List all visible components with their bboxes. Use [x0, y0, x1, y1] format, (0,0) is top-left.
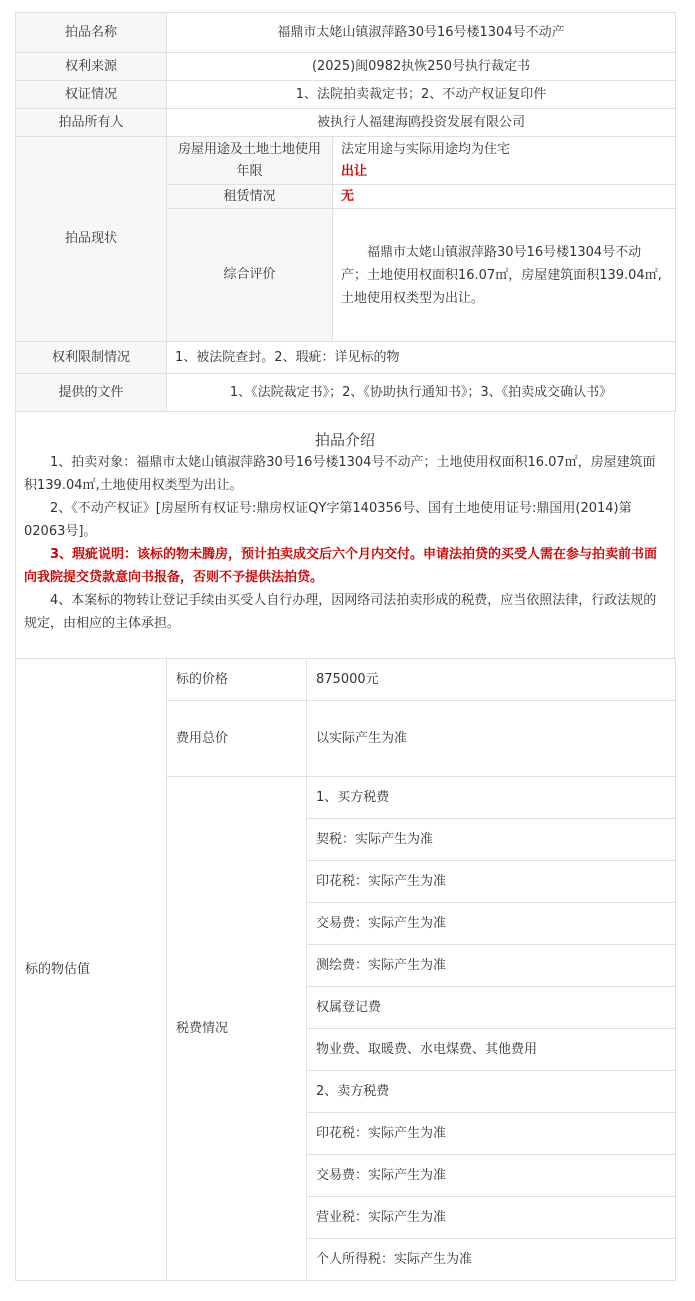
table-row	[16, 659, 676, 701]
tax-item: 物业费、取暖费、水电煤费、其他费用	[307, 1029, 676, 1071]
owner-value: 被执行人福建海鸥投资发展有限公司	[167, 109, 676, 137]
status-label: 拍品现状	[16, 137, 167, 342]
intro-title: 拍品介绍	[314, 431, 375, 449]
source-label: 权利来源	[16, 53, 167, 81]
basic-info-table	[15, 12, 676, 412]
tax-label: 税费情况	[167, 777, 307, 1281]
fee-value: 以实际产生为准	[307, 701, 676, 777]
intro-paragraph-3: 3、瑕疵说明：该标的物未腾房，预计拍卖成交后六个月内交付。申请法拍贷的买受人需在参与拍卖前书面向我院提交贷款意向书报备，否则不予提供法拍贷。	[24, 547, 658, 585]
tax-item: 交易费：实际产生为准	[307, 903, 676, 945]
tax-item: 测绘费：实际产生为准	[307, 945, 676, 987]
docs-value: 1、《法院裁定书》；2、《协助执行通知书》；3、《拍卖成交确认书》	[167, 374, 676, 412]
item-name-label: 拍品名称	[16, 13, 167, 53]
price-value: 875000元	[307, 659, 676, 701]
usage-line2: 出让	[341, 163, 368, 179]
source-value: (2025)闽0982执恢250号执行裁定书	[167, 53, 676, 81]
usage-value	[333, 137, 676, 185]
tax-item: 1、买方税费	[307, 777, 676, 819]
eval-label: 综合评价	[167, 209, 333, 342]
valuation-table	[15, 658, 676, 1281]
table-row	[16, 81, 676, 109]
valuation-label: 标的物估值	[16, 659, 167, 1281]
table-row	[16, 53, 676, 81]
tax-item: 2、卖方税费	[307, 1071, 676, 1113]
table-row	[16, 109, 676, 137]
eval-value: 福鼎市太姥山镇淑萍路30号16号楼1304号不动产；土地使用权面积16.07㎡，房屋建筑面积139.04㎡,土地使用权类型为出让。	[333, 209, 676, 342]
lease-value: 无	[333, 185, 676, 209]
tax-item: 契税：实际产生为准	[307, 819, 676, 861]
intro-paragraph-1: 1、拍卖对象：福鼎市太姥山镇淑萍路30号16号楼1304号不动产；土地使用权面积16.07㎡，房屋建筑面积139.04㎡,土地使用权类型为出让。	[24, 455, 656, 493]
table-row	[16, 137, 676, 185]
docs-label: 提供的文件	[16, 374, 167, 412]
usage-label: 房屋用途及土地土地使用年限	[167, 137, 333, 185]
lease-label: 租赁情况	[167, 185, 333, 209]
intro-section	[15, 413, 675, 658]
fee-label: 费用总价	[167, 701, 307, 777]
table-row	[16, 342, 676, 374]
intro-paragraph-2: 2、《不动产权证》[房屋所有权证号:鼎房权证QY字第140356号、国有土地使用证号:鼎国用(2014)第02063号]。	[24, 501, 632, 539]
cert-label: 权证情况	[16, 81, 167, 109]
table-row	[16, 374, 676, 412]
restrict-value: 1、被法院查封。2、瑕疵：详见标的物	[167, 342, 676, 374]
tax-item: 交易费：实际产生为准	[307, 1155, 676, 1197]
tax-item: 营业税：实际产生为准	[307, 1197, 676, 1239]
intro-paragraph-4: 4、本案标的物转让登记手续由买受人自行办理，因网络司法拍卖形成的税费，应当依照法律，行政法规的规定，由相应的主体承担。	[24, 593, 657, 631]
usage-line1: 法定用途与实际用途均为住宅	[341, 141, 511, 157]
tax-item: 个人所得税：实际产生为准	[307, 1239, 676, 1281]
cert-value: 1、法院拍卖裁定书；2、不动产权证复印件	[167, 81, 676, 109]
tax-item: 印花税：实际产生为准	[307, 861, 676, 903]
restrict-label: 权利限制情况	[16, 342, 167, 374]
item-name-value: 福鼎市太姥山镇淑萍路30号16号楼1304号不动产	[167, 13, 676, 53]
owner-label: 拍品所有人	[16, 109, 167, 137]
tax-item: 印花税：实际产生为准	[307, 1113, 676, 1155]
tax-item: 权属登记费	[307, 987, 676, 1029]
price-label: 标的价格	[167, 659, 307, 701]
table-row	[16, 13, 676, 53]
